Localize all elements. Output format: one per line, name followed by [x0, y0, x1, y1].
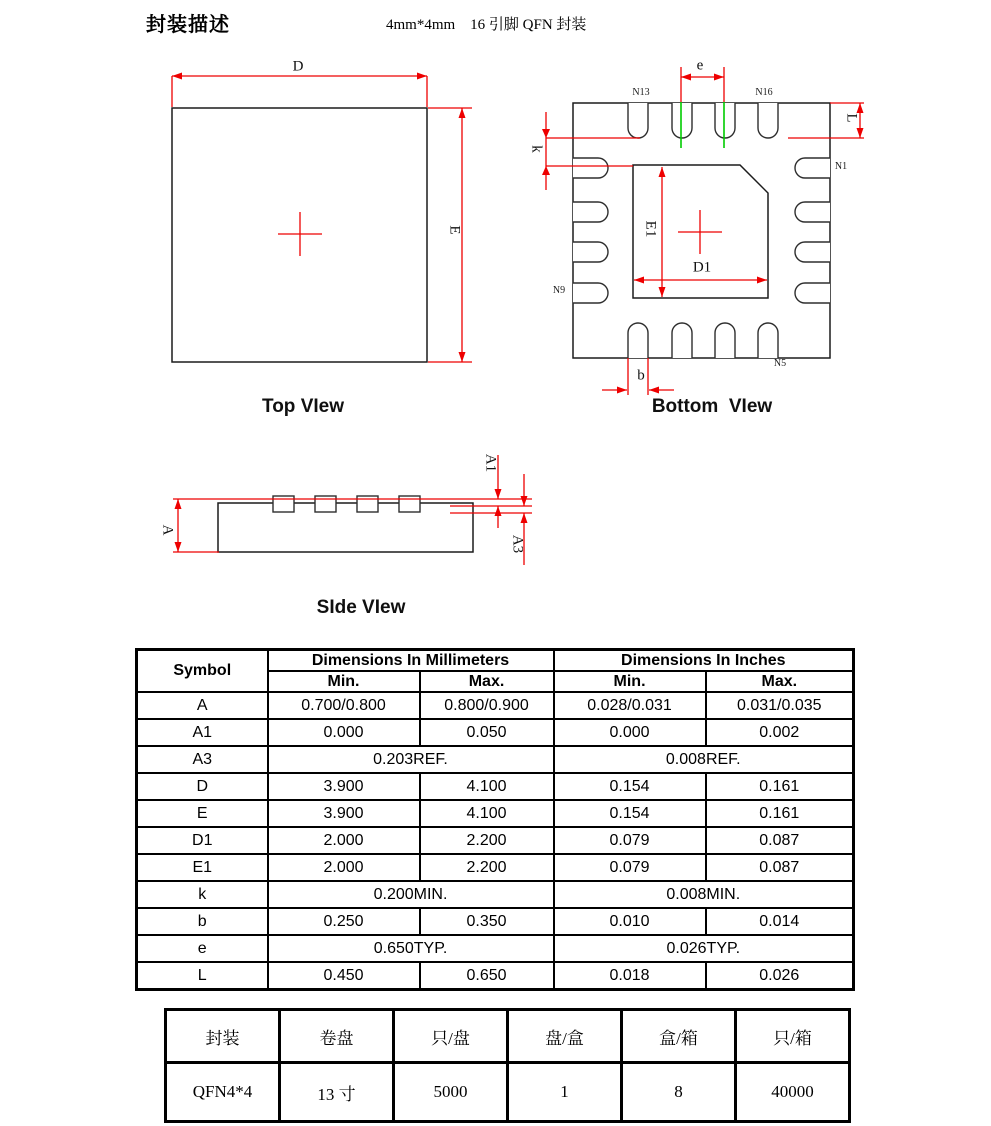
- pin-label-n13: N13: [632, 87, 650, 98]
- packing-table: [164, 1008, 851, 1123]
- pin-label-n9: N9: [552, 285, 566, 296]
- dim-row-A: [137, 692, 854, 719]
- dim-value: 2.200: [420, 854, 554, 881]
- bottom-view-diagram: [530, 55, 990, 405]
- page-title: 封装描述: [146, 14, 230, 36]
- side-view-dim-label-A1: A1: [482, 453, 499, 473]
- dim-value: 0.154: [554, 773, 706, 800]
- dim-value: 0.450: [268, 962, 420, 990]
- dim-value: 0.650TYP.: [268, 935, 554, 962]
- dim-symbol: e: [137, 935, 268, 962]
- pack-header: 盘/盒: [508, 1010, 622, 1063]
- packing-value-row: [166, 1063, 850, 1122]
- top-view-dim-label-E: E: [446, 225, 463, 235]
- pin-label-n5: N5: [773, 358, 787, 369]
- side-view-package-outline: [218, 496, 473, 552]
- top-view-package-outline: [172, 108, 427, 362]
- dim-value: 0.028/0.031: [554, 692, 706, 719]
- dim-value: 2.000: [268, 827, 420, 854]
- dim-header-mm: Dimensions In Millimeters: [268, 650, 554, 672]
- dim-value: 0.087: [706, 854, 854, 881]
- side-view-caption: SIde VIew: [316, 597, 406, 618]
- bottom-view-caption: Bottom VIew: [651, 396, 773, 417]
- dim-row-E: [137, 800, 854, 827]
- pack-header: 只/盘: [394, 1010, 508, 1063]
- dim-row-k: [137, 881, 854, 908]
- dim-value: 0.000: [554, 719, 706, 746]
- dim-value: 0.079: [554, 854, 706, 881]
- bottom-view-dim-label-E1: E1: [642, 220, 659, 238]
- side-view-dim-label-A: A: [159, 524, 176, 536]
- pack-value: 1: [508, 1063, 622, 1122]
- dim-row-A1: [137, 719, 854, 746]
- pin-label-n16: N16: [755, 87, 773, 98]
- pack-value: 8: [622, 1063, 736, 1122]
- dim-header-in-max: Max.: [706, 671, 854, 692]
- dim-symbol: b: [137, 908, 268, 935]
- dim-row-D1: [137, 827, 854, 854]
- dim-value: 0.161: [706, 773, 854, 800]
- top-view-caption: Top VIew: [262, 396, 344, 417]
- pin-label-n1: N1: [834, 161, 848, 172]
- dim-symbol: D: [137, 773, 268, 800]
- page-subtitle: 4mm*4mm 16 引脚 QFN 封装: [386, 17, 587, 33]
- dim-value: 0.800/0.900: [420, 692, 554, 719]
- dim-value: 0.154: [554, 800, 706, 827]
- dim-value: 0.050: [420, 719, 554, 746]
- pack-value: QFN4*4: [166, 1063, 280, 1122]
- pack-header: 封装: [166, 1010, 280, 1063]
- dim-header-inches: Dimensions In Inches: [554, 650, 854, 672]
- packing-header-row: [166, 1010, 850, 1063]
- pack-value: 40000: [736, 1063, 850, 1122]
- dim-header-mm-max: Max.: [420, 671, 554, 692]
- dim-value: 2.000: [268, 854, 420, 881]
- bottom-view-dim-label-e: e: [696, 57, 704, 74]
- dimensions-table: [135, 648, 855, 991]
- dim-value: 0.002: [706, 719, 854, 746]
- dim-symbol: A: [137, 692, 268, 719]
- bottom-view-dim-label-b: b: [637, 367, 645, 384]
- top-view-dim-label-D: D: [292, 58, 304, 75]
- pack-value: 13 寸: [280, 1063, 394, 1122]
- dim-value: 0.014: [706, 908, 854, 935]
- dim-value: 0.010: [554, 908, 706, 935]
- dim-header-mm-min: Min.: [268, 671, 420, 692]
- dim-value: 0.203REF.: [268, 746, 554, 773]
- dim-symbol: D1: [137, 827, 268, 854]
- top-view-diagram: [140, 55, 500, 425]
- dim-row-A3: [137, 746, 854, 773]
- pack-value: 5000: [394, 1063, 508, 1122]
- dim-symbol: L: [137, 962, 268, 990]
- dim-header-row-1: [137, 650, 854, 672]
- bottom-view-dim-label-k: k: [528, 145, 545, 153]
- bottom-view-dim-label-L: L: [843, 113, 860, 123]
- dim-value: 0.026TYP.: [554, 935, 854, 962]
- dim-value: 0.008MIN.: [554, 881, 854, 908]
- dim-value: 0.018: [554, 962, 706, 990]
- dim-symbol: k: [137, 881, 268, 908]
- pack-header: 盒/箱: [622, 1010, 736, 1063]
- dim-value: 2.200: [420, 827, 554, 854]
- dim-value: 0.079: [554, 827, 706, 854]
- dim-symbol: A1: [137, 719, 268, 746]
- dim-value: 4.100: [420, 800, 554, 827]
- dim-value: 0.000: [268, 719, 420, 746]
- dim-row-E1: [137, 854, 854, 881]
- dim-symbol: E: [137, 800, 268, 827]
- dim-symbol: A3: [137, 746, 268, 773]
- dim-row-L: [137, 962, 854, 990]
- dim-value: 4.100: [420, 773, 554, 800]
- side-view-dim-label-A3: A3: [509, 534, 526, 554]
- dim-header-symbol: Symbol: [137, 650, 268, 693]
- dim-value: 0.250: [268, 908, 420, 935]
- dim-value: 0.350: [420, 908, 554, 935]
- dim-value: 0.161: [706, 800, 854, 827]
- dim-value: 0.031/0.035: [706, 692, 854, 719]
- dim-value: 0.087: [706, 827, 854, 854]
- dim-row-D: [137, 773, 854, 800]
- dim-value: 3.900: [268, 800, 420, 827]
- pack-header: 卷盘: [280, 1010, 394, 1063]
- dim-value: 0.026: [706, 962, 854, 990]
- dim-value: 0.008REF.: [554, 746, 854, 773]
- dim-value: 0.700/0.800: [268, 692, 420, 719]
- dim-value: 0.650: [420, 962, 554, 990]
- pack-header: 只/箱: [736, 1010, 850, 1063]
- dim-value: 3.900: [268, 773, 420, 800]
- dim-header-in-min: Min.: [554, 671, 706, 692]
- dim-row-e: [137, 935, 854, 962]
- bottom-view-dim-label-D1: D1: [692, 259, 712, 276]
- dim-row-b: [137, 908, 854, 935]
- dim-value: 0.200MIN.: [268, 881, 554, 908]
- dim-symbol: E1: [137, 854, 268, 881]
